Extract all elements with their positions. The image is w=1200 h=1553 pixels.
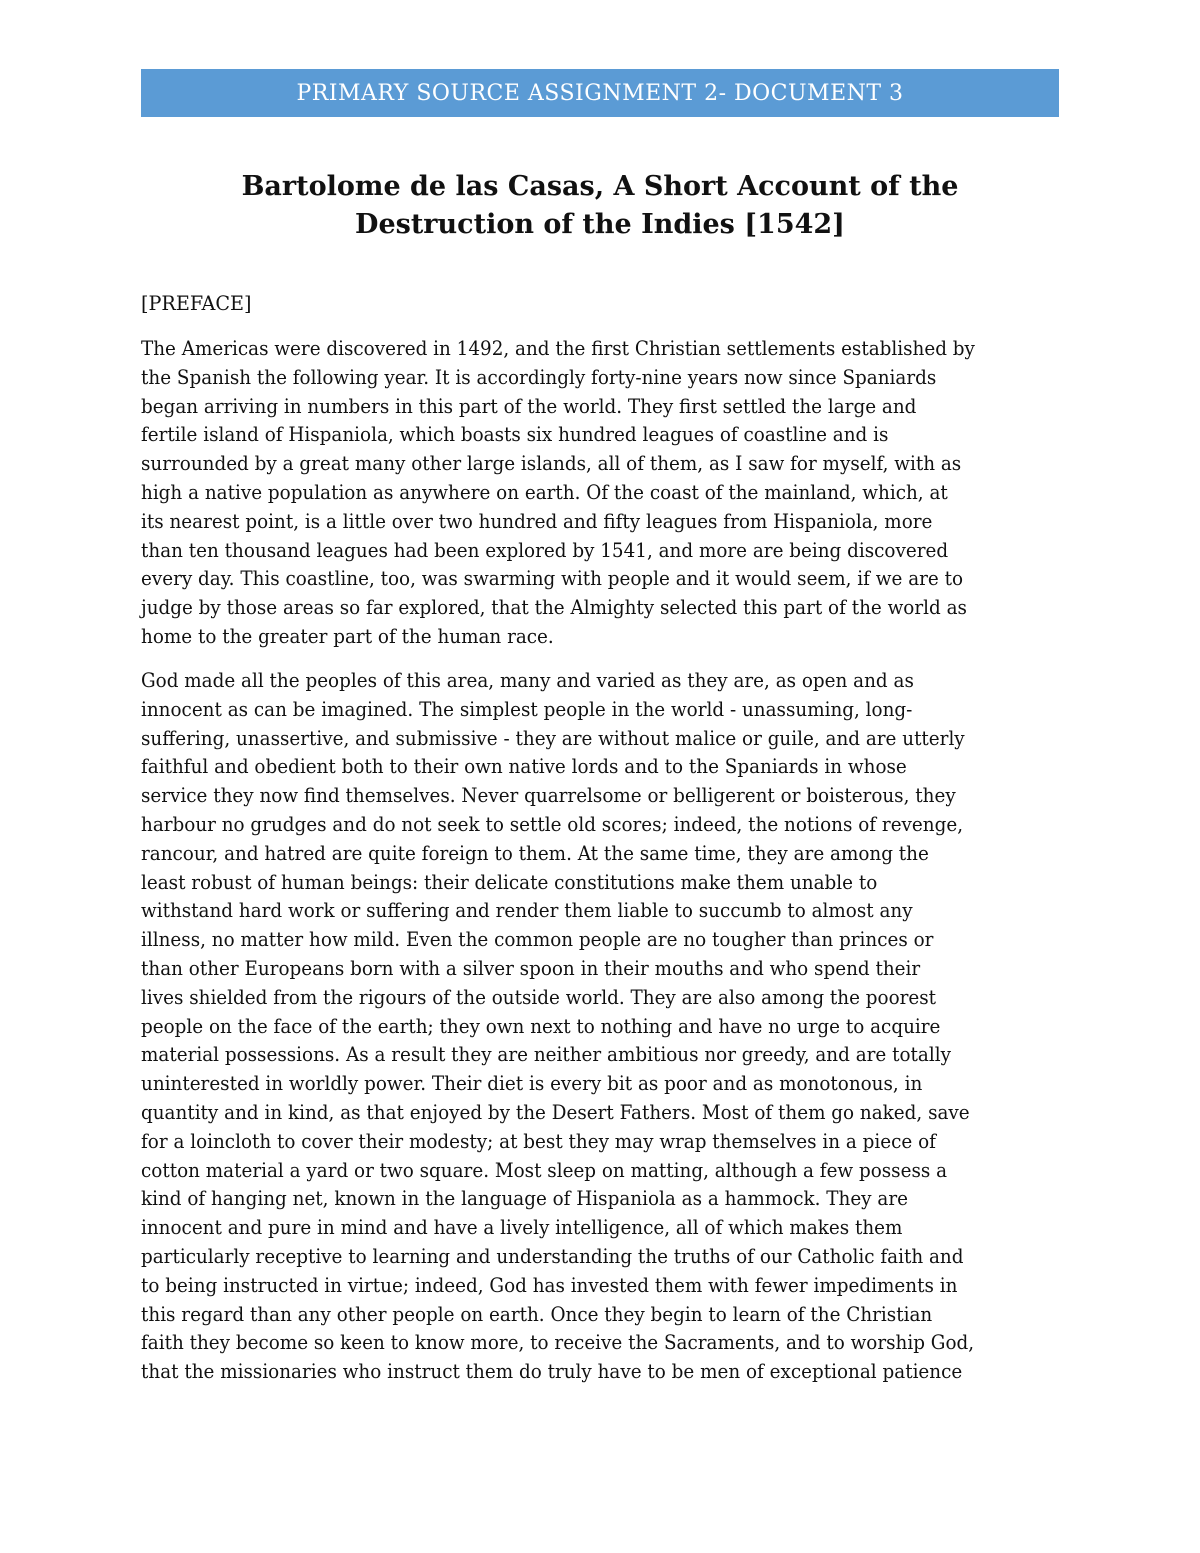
text-line: innocent and pure in mind and have a lively intelligence, all of which makes them <box>141 1216 903 1240</box>
text-line: withstand hard work or suffering and render them liable to succumb to almost any <box>141 899 913 923</box>
preface-label: [PREFACE] <box>141 292 252 315</box>
text-line: quantity and in kind, as that enjoyed by the Desert Fathers. Most of them go naked, save <box>141 1100 970 1124</box>
paragraph-1 <box>141 335 1101 652</box>
text-line: particularly receptive to learning and understanding the truths of our Catholic faith and <box>141 1244 964 1268</box>
text-line: service they now find themselves. Never quarrelsome or belligerent or boisterous, they <box>141 784 956 808</box>
text-line: fertile island of Hispaniola, which boasts six hundred leagues of coastline and is <box>141 423 889 447</box>
text-line: harbour no grudges and do not seek to settle old scores; indeed, the notions of revenge, <box>141 812 964 836</box>
text-line: innocent as can be imagined. The simplest people in the world - unassuming, long- <box>141 697 913 721</box>
text-line: people on the face of the earth; they own next to nothing and have no urge to acquire <box>141 1014 941 1038</box>
paragraph-2 <box>141 667 1101 1387</box>
text-line: for a loincloth to cover their modesty; at best they may wrap themselves in a piece of <box>141 1129 936 1153</box>
document-header-banner <box>141 69 1059 117</box>
text-line: than ten thousand leagues had been explored by 1541, and more are being discovered <box>141 538 949 562</box>
text-line: faith they become so keen to know more, to receive the Sacraments, and to worship God, <box>141 1331 975 1355</box>
text-line: suffering, unassertive, and submissive - they are without malice or guile, and are utterly <box>141 726 965 750</box>
text-line: than other Europeans born with a silver spoon in their mouths and who spend their <box>141 956 921 980</box>
text-line: God made all the peoples of this area, many and varied as they are, as open and as <box>141 669 914 692</box>
title-line: Bartolome de las Casas, A Short Account of the <box>241 171 959 202</box>
text-line: high a native population as anywhere on earth. Of the coast of the mainland, which, at <box>141 480 948 504</box>
text-line: judge by those areas so far explored, that the Almighty selected this part of the world as <box>141 596 967 620</box>
document-title <box>141 168 1059 244</box>
text-line: its nearest point, is a little over two hundred and fifty leagues from Hispaniola, more <box>141 509 933 533</box>
banner-title: PRIMARY SOURCE ASSIGNMENT 2- DOCUMENT 3 <box>296 80 904 106</box>
text-line: surrounded by a great many other large islands, all of them, as I saw for myself, with as <box>141 452 962 476</box>
text-line: rancour, and hatred are quite foreign to them. At the same time, they are among the <box>141 841 929 865</box>
title-line: Destruction of the Indies [1542] <box>355 209 845 240</box>
text-line: cotton material a yard or two square. Most sleep on matting, although a few possess a <box>141 1158 948 1182</box>
text-line: the Spanish the following year. It is accordingly forty-nine years now since Spaniards <box>141 365 937 389</box>
text-line: The Americas were discovered in 1492, and the first Christian settlements established by <box>141 337 975 360</box>
text-line: lives shielded from the rigours of the outside world. They are also among the poorest <box>141 985 937 1009</box>
text-line: illness, no matter how mild. Even the common people are no tougher than princes or <box>141 928 934 952</box>
text-line: home to the greater part of the human race. <box>141 624 554 648</box>
text-line: began arriving in numbers in this part of the world. They first settled the large and <box>141 394 917 418</box>
text-line: to being instructed in virtue; indeed, God has invested them with fewer impediments in <box>141 1273 958 1297</box>
text-line: least robust of human beings: their delicate constitutions make them unable to <box>141 870 878 894</box>
text-line: that the missionaries who instruct them do truly have to be men of exceptional patience <box>141 1360 963 1384</box>
text-line: every day. This coastline, too, was swarming with people and it would seem, if we are to <box>141 567 964 591</box>
text-line: faithful and obedient both to their own native lords and to the Spaniards in whose <box>141 755 907 779</box>
text-line: uninterested in worldly power. Their diet is every bit as poor and as monotonous, in <box>141 1072 923 1096</box>
text-line: kind of hanging net, known in the language of Hispaniola as a hammock. They are <box>141 1187 908 1211</box>
text-line: material possessions. As a result they are neither ambitious nor greedy, and are totally <box>141 1043 951 1067</box>
text-line: this regard than any other people on earth. Once they begin to learn of the Christian <box>141 1302 933 1326</box>
